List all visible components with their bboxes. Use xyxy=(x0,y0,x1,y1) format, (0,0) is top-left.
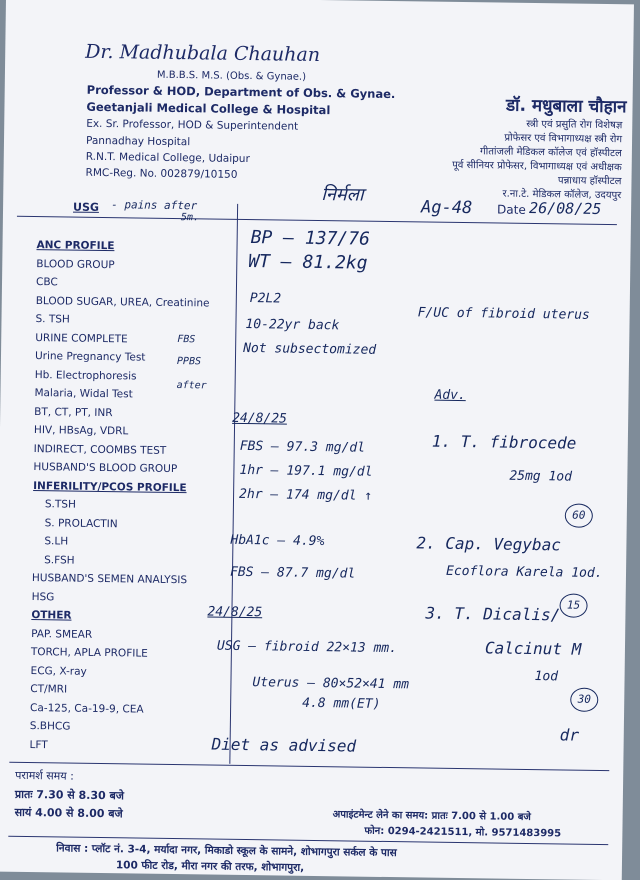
other-item: CT/MRI xyxy=(30,683,68,696)
header-line-5: R.N.T. Medical College, Udaipur xyxy=(85,150,250,166)
rx-3-dose: 1od xyxy=(534,669,559,685)
anc-item: S. TSH xyxy=(35,313,70,326)
date-label: Date xyxy=(496,202,526,217)
anc-item: CBC xyxy=(35,276,58,289)
header-line-1: Professor & HOD, Department of Obs. & Gynae. xyxy=(86,82,396,102)
after-mark: after xyxy=(176,380,207,392)
date-1: 24/8/25 xyxy=(232,410,288,427)
phone-numbers: फोन: 0294-2421511, मो. 9571483995 xyxy=(364,825,562,840)
endometrial-thickness: 4.8 mm(ET) xyxy=(302,695,381,712)
anc-item: BT, CT, PT, INR xyxy=(34,405,113,419)
patient-name: निर्मला xyxy=(321,184,364,206)
anc-item: HUSBAND'S BLOOD GROUP xyxy=(33,461,178,476)
two-hour: 2hr – 174 mg/dl ↑ xyxy=(238,486,373,504)
usg-label: USG xyxy=(72,200,100,214)
rx-3-alt: Calcinut M xyxy=(484,638,582,659)
other-item: S.BHCG xyxy=(29,720,71,733)
ppbs-mark: PPBS xyxy=(176,356,202,368)
header-line-4: Pannadhay Hospital xyxy=(85,134,191,149)
rx-3: 3. T. Dicalis/ xyxy=(425,603,561,625)
other-item: PAP. SMEAR xyxy=(31,627,93,641)
consultation-label: परामर्श समय : xyxy=(15,768,74,783)
infertility-item: S.LH xyxy=(44,535,69,548)
rx-2-dose: Ecoflora Karela 1od. xyxy=(445,563,603,582)
column-divider xyxy=(229,204,238,764)
parity-note: P2L2 xyxy=(249,291,282,307)
doctor-name-hindi: डॉ. मधुबाला चौहान xyxy=(505,95,627,118)
fbs-2: FBS – 87.7 mg/dl xyxy=(229,564,356,582)
fbs-mark: FBS xyxy=(177,334,196,346)
hindi-line-4: पूर्व सीनियर प्रोफेसर, विभागाध्यक्ष एवं अधीक्षक xyxy=(452,159,622,174)
doctor-signature: dr xyxy=(559,725,580,745)
morning-timing: प्रातः 7.30 से 8.30 बजे xyxy=(14,787,125,803)
hindi-line-5: पन्नाधाय हॉस्पीटल xyxy=(557,175,622,188)
anc-item: BLOOD SUGAR, UREA, Creatinine xyxy=(35,294,210,309)
other-item: TORCH, APLA PROFILE xyxy=(30,646,148,660)
patient-age: Ag-48 xyxy=(420,197,473,219)
rx-1: 1. T. fibrocede xyxy=(431,431,577,453)
anc-item: Hb. Electrophoresis xyxy=(34,368,137,382)
registration-number: RMC-Reg. No. 002879/10150 xyxy=(85,166,238,181)
usg-note: - pains after xyxy=(111,198,198,213)
rx-2: 2. Cap. Vegybac xyxy=(416,533,562,555)
anc-item: INDIRECT, COOMBS TEST xyxy=(33,442,167,457)
anc-profile-title: ANC PROFILE xyxy=(36,239,115,253)
infertility-item: S.TSH xyxy=(44,498,76,511)
diet-note: Diet as advised xyxy=(211,734,357,756)
anc-item: URINE COMPLETE xyxy=(35,331,128,345)
follow-up-note: F/UC of fibroid uterus xyxy=(417,305,590,323)
back-note: 10-22yr back xyxy=(245,316,340,334)
doctor-degrees: M.B.B.S. M.S. (Obs. & Gynae.) xyxy=(156,69,307,83)
hindi-line-1: स्त्री एवं प्रसुति रोग विशेषज्ञ xyxy=(526,118,623,132)
footer-divider xyxy=(9,762,609,771)
evening-timing: सायं 4.00 से 8.00 बजे xyxy=(14,805,123,821)
one-hour: 1hr – 197.1 mg/dl xyxy=(239,462,373,480)
other-item: LFT xyxy=(29,738,48,751)
visit-date: 26/08/25 xyxy=(528,198,602,218)
not-sub-note: Not subsectomized xyxy=(243,340,377,358)
hindi-line-6: र.ना.टे. मेडिकल कॉलेज, उदयपुर xyxy=(502,188,622,202)
usg-note-2: 5m. xyxy=(180,212,200,224)
hba1c: HbA1c – 4.9% xyxy=(230,532,325,550)
rx-1-quantity: 60 xyxy=(565,503,593,527)
infertility-item: S. PROLACTIN xyxy=(44,516,118,530)
anc-item: Malaria, Widal Test xyxy=(34,387,133,401)
other-title: OTHER xyxy=(31,609,72,622)
usg-finding: USG – fibroid 22×13 mm. xyxy=(216,638,398,657)
rx-1-dose: 25mg 1od xyxy=(509,468,573,485)
hindi-line-3: गीतांजली मेडिकल कॉलेज एवं हॉस्पीटल xyxy=(479,146,622,160)
rx-2-quantity: 15 xyxy=(559,593,587,617)
wt-note: WT – 81.2kg xyxy=(248,251,368,274)
appointment-time: अपाइंटमेन्ट लेने का समय: प्रातः 7.00 से 1.00 बजे xyxy=(332,809,531,824)
uterus-size: Uterus – 80×52×41 mm xyxy=(252,675,410,693)
other-item: Ca-125, Ca-19-9, CEA xyxy=(30,701,144,716)
rx-3-quantity: 30 xyxy=(570,688,598,712)
header-line-3: Ex. Sr. Professor, HOD & Superintendent xyxy=(86,117,299,133)
hindi-line-2: प्रोफेसर एवं विभागाध्यक्ष स्त्री रोग xyxy=(504,132,623,146)
anc-item: Urine Pregnancy Test xyxy=(34,350,146,364)
date-2: 24/8/25 xyxy=(207,604,263,621)
bp-note: BP – 137/76 xyxy=(250,227,371,250)
header-divider xyxy=(17,216,617,225)
infertility-item: HSG xyxy=(31,590,55,603)
other-item: ECG, X-ray xyxy=(30,664,87,678)
fbs-1: FBS – 97.3 mg/dl xyxy=(239,438,366,456)
doctor-name: Dr. Madhubala Chauhan xyxy=(85,40,321,67)
anc-item: BLOOD GROUP xyxy=(36,257,115,271)
header-line-2: Geetanjali Medical College & Hospital xyxy=(86,99,331,118)
infertility-profile-title: INFERILITY/PCOS PROFILE xyxy=(33,479,187,494)
address-line-2: 100 फीट रोड, मीरा नगर की तरफ, शोभागपुरा, xyxy=(115,859,305,874)
advice-label: Adv. xyxy=(434,387,466,404)
infertility-item: S.FSH xyxy=(44,553,75,567)
investigation-checklist xyxy=(29,236,210,756)
anc-item: HIV, HBsAg, VDRL xyxy=(33,424,129,438)
infertility-item: HUSBAND'S SEMEN ANALYSIS xyxy=(31,572,188,587)
address-line-1: निवास : प्लॉट नं. 3-4, मर्यादा नगर, मिकाडो स्कूल के सामने, शोभागपुरा सर्कल के पास xyxy=(56,842,397,860)
